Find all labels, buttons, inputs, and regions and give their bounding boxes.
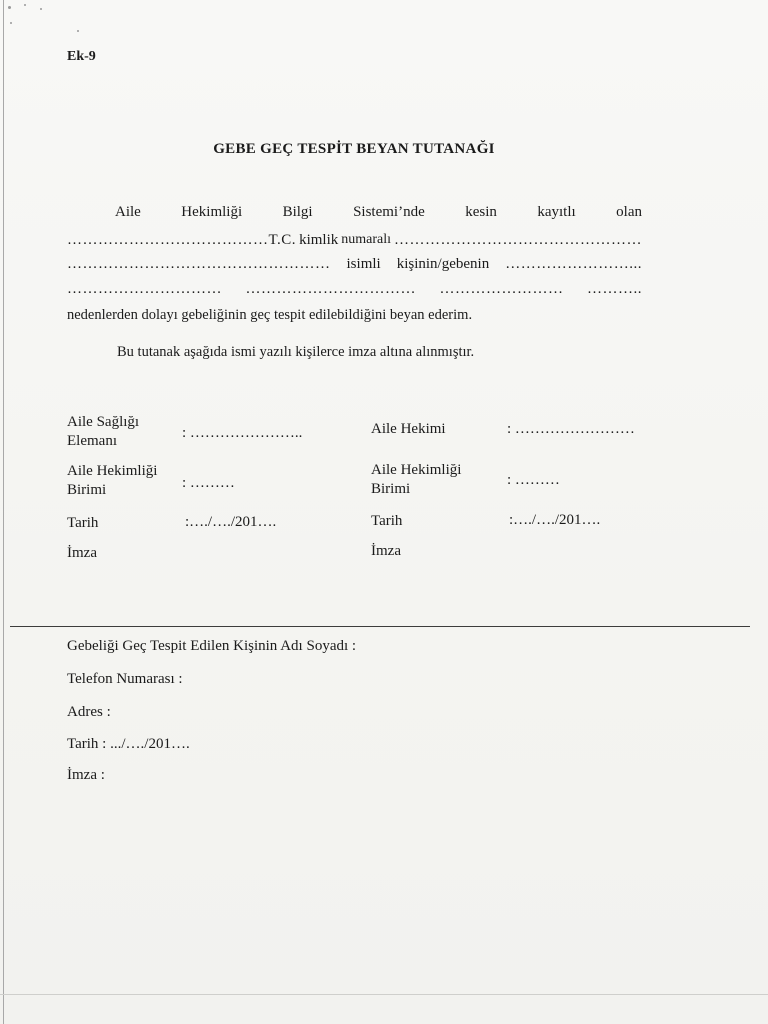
left-date-label: Tarih — [67, 515, 99, 531]
section-divider — [10, 626, 750, 627]
paragraph-line-3 — [67, 255, 642, 273]
doctor-blank: : …………………… — [507, 421, 635, 437]
staff-label: Aile Sağlığı Elemanı — [67, 414, 140, 449]
word: Sistemi’nde — [353, 204, 425, 220]
word: kimlik — [299, 232, 339, 248]
paragraph-line-2 — [67, 231, 642, 249]
word: Bilgi — [282, 204, 313, 220]
blank-with-tc: …………………………………T.C. — [67, 232, 297, 248]
address-label: Adres : — [67, 704, 111, 720]
tc-number-blank: ………………………………………… — [394, 232, 642, 248]
blank: ……….. — [587, 281, 642, 297]
scan-speck — [77, 30, 79, 32]
annex-reference: Ek-9 — [67, 49, 96, 64]
word: Aile — [115, 204, 141, 220]
word: numaralı — [341, 232, 391, 247]
right-date-label: Tarih — [371, 513, 403, 529]
scan-speck — [8, 6, 11, 9]
person-date-label: Tarih : .../…./201…. — [67, 736, 190, 752]
left-date-blank: :…./…./201…. — [185, 514, 277, 530]
word: kişinin/gebenin — [396, 256, 490, 272]
blank: …………………………………………… — [67, 256, 331, 272]
right-date-blank: :…./…./201…. — [509, 512, 601, 528]
doctor-label: Aile Hekimi — [371, 421, 446, 437]
scan-speck — [40, 8, 42, 10]
word: Hekimliği — [181, 204, 243, 220]
name-blank: ……………………... — [505, 256, 642, 272]
paragraph-line-4 — [67, 280, 642, 298]
phone-label: Telefon Numarası : — [67, 671, 183, 687]
left-signature-label: İmza — [67, 545, 97, 561]
paragraph-line-1 — [67, 203, 642, 221]
document-title: GEBE GEÇ TESPİT BEYAN TUTANAĞI — [213, 141, 495, 157]
left-unit-label: Aile Hekimliği Birimi — [67, 463, 158, 498]
scan-speck — [24, 4, 26, 6]
page-bottom-edge — [0, 994, 768, 995]
word: olan — [616, 204, 642, 220]
person-signature-label: İmza : — [67, 767, 105, 783]
word: kesin — [465, 204, 497, 220]
right-unit-blank: : ……… — [507, 472, 560, 488]
word: isimli — [346, 256, 381, 272]
person-name-label: Gebeliği Geç Tespit Edilen Kişinin Adı Soyadı : — [67, 638, 357, 654]
blank: …………………………… — [245, 281, 416, 297]
blank: ………………………… — [67, 281, 222, 297]
right-unit-label: Aile Hekimliği Birimi — [371, 462, 462, 497]
paragraph-line-5: nedenlerden dolayı gebeliğinin geç tespit edilebildiğini beyan ederim. — [67, 307, 473, 323]
left-unit-blank: : ……… — [182, 475, 235, 491]
paragraph-line-6: Bu tutanak aşağıda ismi yazılı kişilerce imza altına alınmıştır. — [117, 344, 475, 360]
scan-speck — [10, 22, 12, 24]
staff-blank: : ………………….. — [182, 425, 303, 441]
blank: …………………… — [439, 281, 564, 297]
word: kayıtlı — [537, 204, 576, 220]
right-signature-label: İmza — [371, 543, 401, 559]
